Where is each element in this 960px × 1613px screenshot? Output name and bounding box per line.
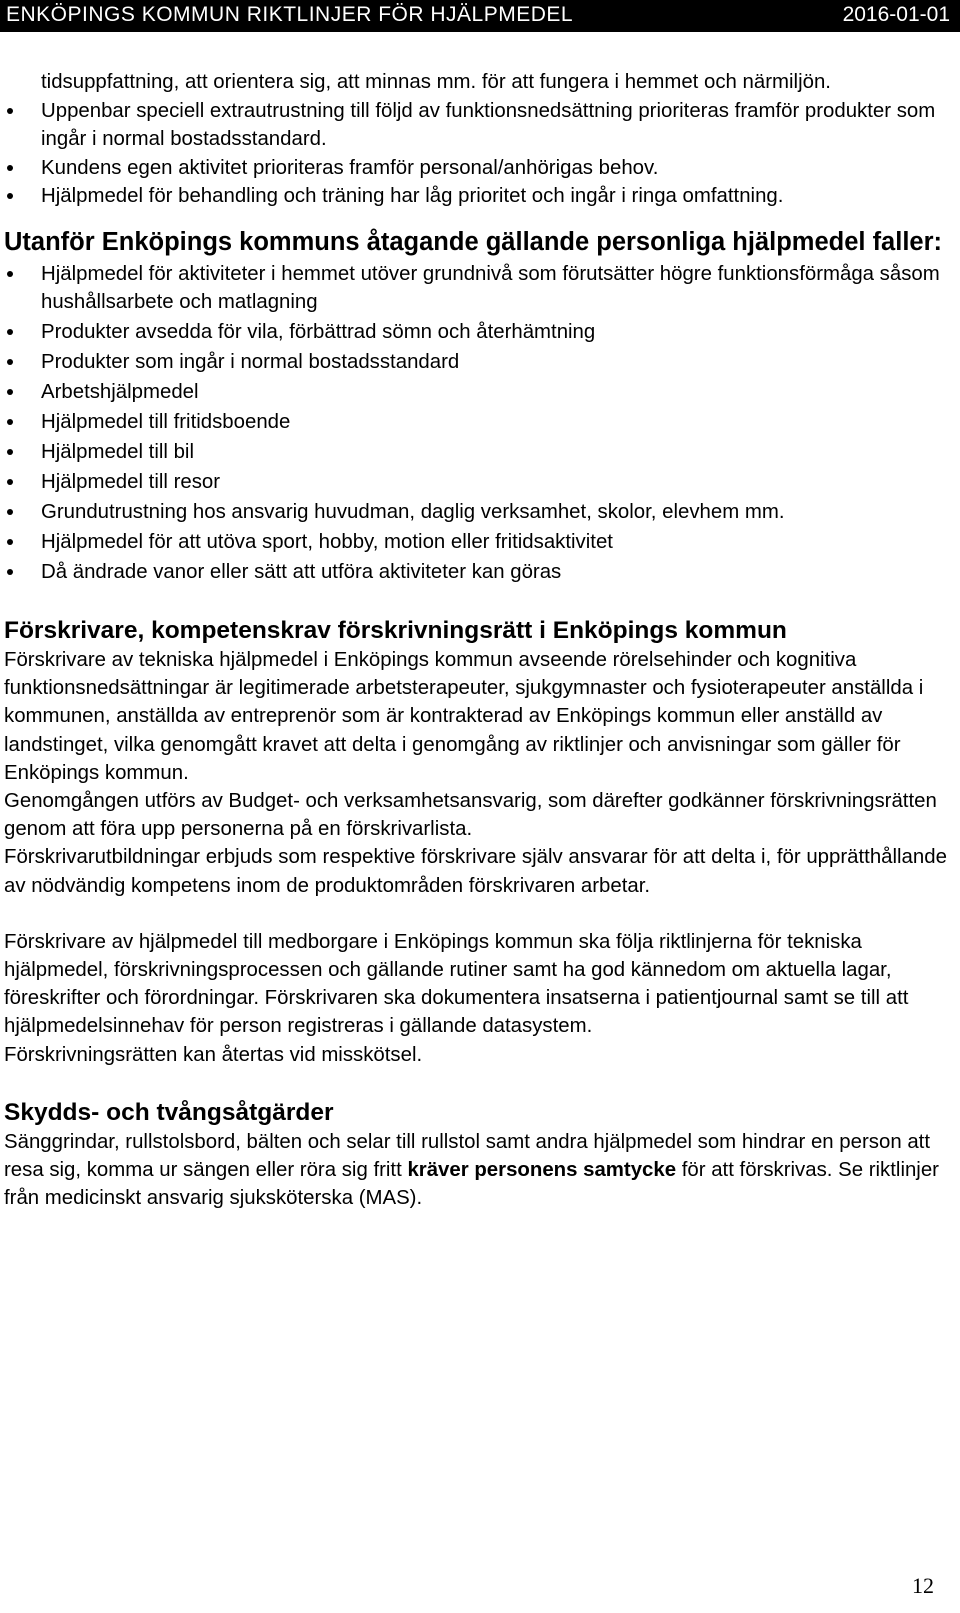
- continued-list: [0, 68, 950, 97]
- paragraph: Förskrivare av hjälpmedel till medborgare i Enköpings kommun ska följa riktlinjerna för tekniska hjälpmedel, förskrivningsprocessen och gällande rutiner samt ha god kännedom om aktuella lagar, föreskrifter och förordningar. Förskrivaren ska dokumentera insatserna i patientjournal samt se till att hjälpmedelsinnehav för person registreras i gällande datasystem.: [4, 930, 909, 1038]
- paragraph-text: Sänggrindar, rullstolsbord, bälten och selar till rullstol samt andra hjälpmedel som hindrar en person att resa sig, komma ur sängen eller röra sig fritt: [4, 1130, 930, 1182]
- header-title: ENKÖPINGS KOMMUN RIKTLINJER FÖR HJÄLPMEDEL: [6, 3, 574, 26]
- list-item: Grundutrustning hos ansvarig huvudman, daglig verksamhet, skolor, elevhem mm.: [0, 498, 950, 528]
- paragraph: [0, 1128, 950, 1213]
- list-item: Produkter avsedda för vila, förbättrad sömn och återhämtning: [0, 318, 950, 348]
- priority-list: [0, 97, 950, 211]
- header-date: 2016-01-01: [842, 3, 950, 26]
- list-item: Hjälpmedel för aktiviteter i hemmet utöver grundnivå som förutsätter högre funktionsförmåga såsom hushållsarbete och matlagning: [0, 260, 950, 319]
- paragraph-text: för att förskrivas. Se riktlinjer från medicinskt ansvarig sjuksköterska (MAS).: [4, 1159, 939, 1210]
- list-item: Hjälpmedel för att utöva sport, hobby, motion eller fritidsaktivitet: [0, 528, 950, 558]
- paragraph: Genomgången utförs av Budget- och verksamhetsansvarig, som därefter godkänner förskrivningsrätten genom att föra upp personerna på en förskrivarlista.: [4, 790, 937, 841]
- list-item: Produkter som ingår i normal bostadsstandard: [0, 348, 950, 378]
- excluded-aids-list: [0, 260, 950, 589]
- list-item: Kundens egen aktivitet prioriteras framför personal/anhörigas behov.: [0, 154, 950, 183]
- paragraph: Förskrivarutbildningar erbjuds som respektive förskrivare själv ansvarar för att delta i, för upprätthållande av nödvändig kompetens inom de produktområden förskrivaren arbetar.: [4, 846, 947, 897]
- list-item: Hjälpmedel till bil: [0, 438, 950, 468]
- list-item: Då ändrade vanor eller sätt att utföra aktiviteter kan göras: [0, 558, 950, 588]
- list-item: Hjälpmedel för behandling och träning har låg prioritet och ingår i ringa omfattning.: [0, 182, 950, 211]
- document-body: [0, 68, 950, 1212]
- list-item: Arbetshjälpmedel: [0, 378, 950, 408]
- page-number: 12: [912, 1573, 934, 1598]
- paragraph: Förskrivningsrätten kan återtas vid misskötsel.: [4, 1043, 423, 1066]
- emphasis-text: kräver personens samtycke: [407, 1159, 677, 1182]
- section-heading-protective-measures: Skydds- och tvångsåtgärder: [4, 1098, 334, 1126]
- list-item: Hjälpmedel till fritidsboende: [0, 408, 950, 438]
- paragraph: Förskrivare av tekniska hjälpmedel i Enköpings kommun avseende rörelsehinder och kognitiva funktionsnedsättningar är legitimerade arbetsterapeuter, sjukgymnaster och fysioterapeuter anställda i kommunen, anställda av entreprenör som är kontrakterad av Enköpings kommun eller anställd av landstinget, vilka genomgått kravet att delta i genomgång av riktlinjer och anvisningar som gäller för Enköpings kommun.: [4, 649, 924, 784]
- continued-text: tidsuppfattning, att orientera sig, att minnas mm. för att fungera i hemmet och närmiljön.: [41, 71, 831, 93]
- list-item: Hjälpmedel till resor: [0, 468, 950, 498]
- section-heading-outside-commitment: Utanför Enköpings kommuns åtagande gällande personliga hjälpmedel faller:: [4, 227, 943, 256]
- section-heading-prescribers: Förskrivare, kompetenskrav förskrivningsrätt i Enköpings kommun: [4, 617, 787, 644]
- list-item: Uppenbar speciell extrautrustning till följd av funktionsnedsättning prioriteras framför produkter som ingår i normal bostadsstandard.: [0, 97, 950, 154]
- page-header: [0, 0, 960, 32]
